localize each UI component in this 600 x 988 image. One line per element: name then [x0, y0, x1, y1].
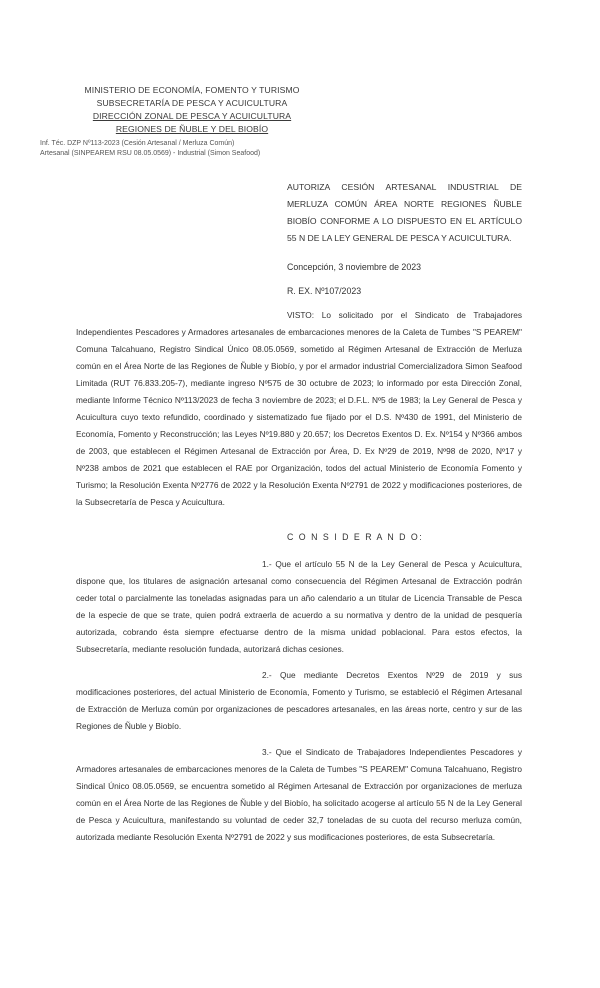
institution-header — [72, 84, 312, 136]
reference-block — [40, 139, 260, 159]
header-ministry: MINISTERIO DE ECONOMÍA, FOMENTO Y TURISMO — [84, 85, 300, 95]
resolution-number: R. EX. Nº107/2023 — [287, 286, 362, 296]
header-regiones: REGIONES DE ÑUBLE Y DEL BIOBÍO — [115, 124, 269, 134]
reference-line-2: Artesanal (SINPEAREM RSU 08.05.0569) - Industrial (Simon Seafood) — [40, 150, 261, 157]
considerando-paragraph-1: 1.- Que el artículo 55 N de la Ley General de Pesca y Acuicultura, dispone que, los titulares de asignación artesanal como consecuencia del Régimen Artesanal de Extracción podrán ceder total o parcialmente las toneladas asignadas para un año calendario a un titular de Licencia Transable de Pesca de la especie de que se trate, quien podrá extraerla de acuerdo a su normativa y dentro de la unidad de pesquería autorizada, cobrando ésta siempre efectuarse dentro de la misma unidad poblacional. Para estos efectos, la Subsecretaría, mediante resolución fundada, autorizará dichas cesiones. — [76, 559, 522, 654]
header-direccion-zonal: DIRECCIÓN ZONAL DE PESCA Y ACUICULTURA — [92, 111, 292, 121]
reference-line-1: Inf. Téc. DZP Nº113-2023 (Cesión Artesanal / Merluza Común) — [40, 140, 235, 147]
document-date: Concepción, 3 noviembre de 2023 — [287, 262, 421, 272]
considerando-paragraph-2: 2.- Que mediante Decretos Exentos Nº29 de 2019 y sus modificaciones posteriores, del actual Ministerio de Economía, Fomento y Turismo, se estableció el Régimen Artesanal de Extracción de Merluza común por organizaciones de pescadores artesanales, en las áreas norte, centro y sur de las Regiones de Ñuble y Biobío. — [76, 670, 522, 731]
visto-paragraph: VISTO: Lo solicitado por el Sindicato de Trabajadores Independientes Pescadores y Armadores artesanales de embarcaciones menores de la Caleta de Tumbes "S PEAREM" Comuna Talcahuano, Registro Sindical Único 08.05.0569, sometido al Régimen Artesanal de Extracción de Merluza común en el Área Norte de las Regiones de Ñuble y Biobío, y por el armador industrial Comercializadora Simon Seafood Limitada (RUT 76.833.205-7), mediante ingreso Nº575 de 30 octubre de 2023; lo informado por esta Dirección Zonal, mediante Informe Técnico Nº113/2023 de fecha 3 noviembre de 2023; el D.F.L. Nº5 de 1983; la Ley General de Pesca y Acuicultura cuyo texto refundido, coordinado y sistematizado fue fijado por el D.S. Nº430 de 1991, del Ministerio de Economía, Fomento y Reconstrucción; las Leyes Nº19.880 y 20.657; los Decretos Exentos D. Ex. Nº154 y Nº366 ambos de 2003, que establecen el Régimen Artesanal de Extracción por Área, D. Ex Nº29 de 2019, Nº98 de 2020, Nº17 y Nº238 ambos de 2021 que establecen el RAE por Organización, todos del actual Ministerio de Economía Fomento y Turismo; la Resolución Exenta Nº2776 de 2022 y la Resolución Exenta Nº2791 de 2022 y modificaciones posteriores, de la Subsecretaría de Pesca y Acuicultura. — [76, 310, 522, 507]
considerando-paragraph-3: 3.- Que el Sindicato de Trabajadores Independientes Pescadores y Armadores artesanales de embarcaciones menores de la Caleta de Tumbes "S PEAREM" Comuna Talcahuano, Registro Sindical Único 08.05.0569, se encuentra sometido al Régimen Artesanal de Extracción por organizaciones de merluza común en el Área Norte de las Regiones de Ñuble y del Biobío, ha solicitado acogerse al artículo 55 N de la Ley General de Pesca y Acuicultura, manifestando su voluntad de ceder 32,7 toneladas de su cuota del recurso merluza común, autorizada mediante Resolución Exenta Nº2791 de 2022 y sus modificaciones posteriores, de esta Subsecretaría. — [76, 747, 522, 842]
resolution-subject: AUTORIZA CESIÓN ARTESANAL INDUSTRIAL DE MERLUZA COMÚN ÁREA NORTE REGIONES ÑUBLE BIOBÍO CONFORME A LO DISPUESTO EN EL ARTÍCULO 55 N DE LA LEY GENERAL DE PESCA Y ACUICULTURA. — [287, 182, 522, 243]
considerando-heading: C O N S I D E R A N D O: — [287, 532, 424, 542]
header-subsecretaria: SUBSECRETARÍA DE PESCA Y ACUICULTURA — [96, 98, 288, 108]
